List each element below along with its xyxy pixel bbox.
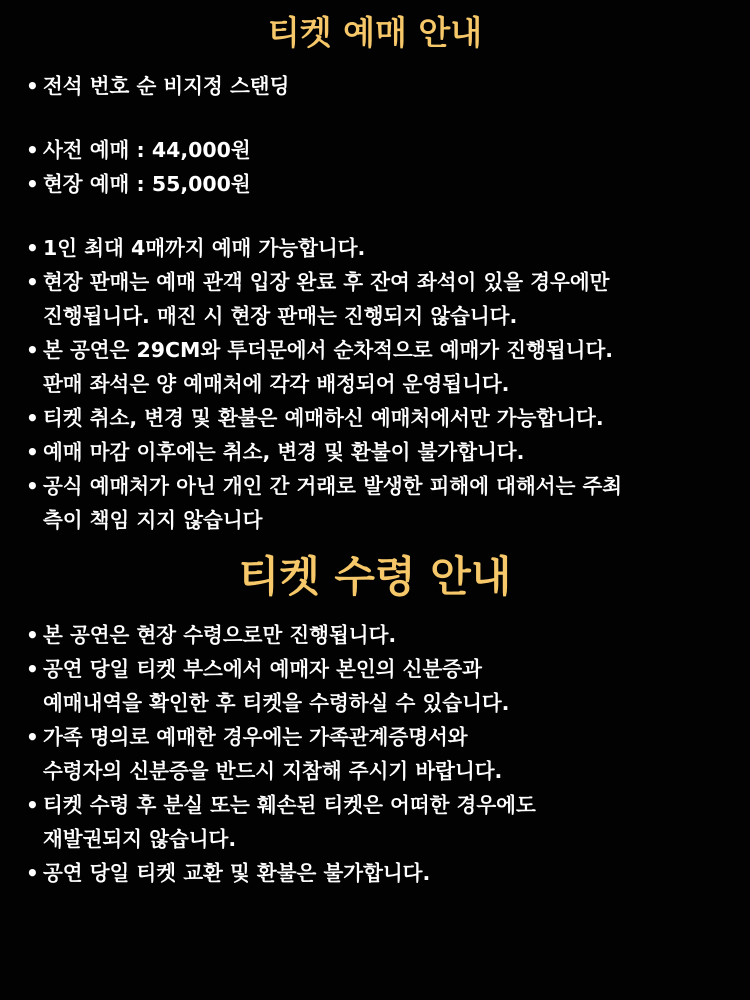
bullet-icon: • xyxy=(26,406,39,430)
booking-item-text: 예매 마감 이후에는 취소, 변경 및 환불이 불가합니다. xyxy=(43,440,525,464)
pickup-item-no-reissue xyxy=(26,788,730,856)
booking-item-onsite-sales xyxy=(26,265,730,333)
ticket-pickup-list xyxy=(26,618,730,890)
bullet-icon: • xyxy=(26,172,39,196)
booking-item-seating xyxy=(26,69,730,103)
booking-item-cancellation xyxy=(26,401,730,435)
pickup-item-text: 가족 명의로 예매한 경우에는 가족관계증명서와 수령자의 신분증을 반드시 지참해 주시기 바랍니다. xyxy=(43,725,503,783)
bullet-icon: • xyxy=(26,338,39,362)
bullet-icon: • xyxy=(26,74,39,98)
bullet-icon: • xyxy=(26,793,39,817)
booking-item-text: 본 공연은 29CM와 투더문에서 순차적으로 예매가 진행됩니다. 판매 좌석은 양 예매처에 각각 배정되어 운영됩니다. xyxy=(43,338,614,396)
pickup-item-id-check xyxy=(26,652,730,720)
bullet-icon: • xyxy=(26,138,39,162)
booking-item-text: 현장 판매는 예매 관객 입장 완료 후 잔여 좌석이 있을 경우에만 진행됩니다. 매진 시 현장 판매는 진행되지 않습니다. xyxy=(43,270,610,328)
booking-item-text: 공식 예매처가 아닌 개인 간 거래로 발생한 피해에 대해서는 주최 측이 책임 지지 않습니다 xyxy=(43,474,623,532)
bullet-icon: • xyxy=(26,657,39,681)
booking-item-deadline xyxy=(26,435,730,469)
booking-item-ticket-limit xyxy=(26,231,730,265)
pickup-item-text: 공연 당일 티켓 부스에서 예매자 본인의 신분증과 예매내역을 확인한 후 티켓을 수령하실 수 있습니다. xyxy=(43,657,510,715)
bullet-icon: • xyxy=(26,623,39,647)
pickup-item-text: 공연 당일 티켓 교환 및 환불은 불가합니다. xyxy=(43,861,431,885)
booking-item-text: 사전 예매 : 44,000원 xyxy=(43,138,251,162)
bullet-icon: • xyxy=(26,725,39,749)
booking-item-text: 전석 번호 순 비지정 스탠딩 xyxy=(43,74,290,98)
booking-item-presale-price xyxy=(26,133,730,167)
pickup-item-text: 본 공연은 현장 수령으로만 진행됩니다. xyxy=(43,623,397,647)
bullet-icon: • xyxy=(26,861,39,885)
bullet-icon: • xyxy=(26,440,39,464)
pickup-item-onsite-only xyxy=(26,618,730,652)
booking-item-text: 1인 최대 4매까지 예매 가능합니다. xyxy=(43,236,366,260)
pickup-item-no-exchange xyxy=(26,856,730,890)
booking-item-text: 티켓 취소, 변경 및 환불은 예매하신 예매처에서만 가능합니다. xyxy=(43,406,604,430)
bullet-icon: • xyxy=(26,474,39,498)
booking-item-ticket-platforms xyxy=(26,333,730,401)
bullet-icon: • xyxy=(26,236,39,260)
booking-item-onsite-price xyxy=(26,167,730,201)
pickup-item-text: 티켓 수령 후 분실 또는 훼손된 티켓은 어떠한 경우에도 재발권되지 않습니다. xyxy=(43,793,536,851)
pickup-item-family-booking xyxy=(26,720,730,788)
ticket-booking-list xyxy=(26,69,730,537)
bullet-icon: • xyxy=(26,270,39,294)
booking-item-text: 현장 예매 : 55,000원 xyxy=(43,172,251,196)
ticket-pickup-title: 티켓 수령 안내 xyxy=(238,552,512,601)
ticket-booking-title: 티켓 예매 안내 xyxy=(267,13,483,52)
booking-item-unofficial-resale xyxy=(26,469,730,537)
